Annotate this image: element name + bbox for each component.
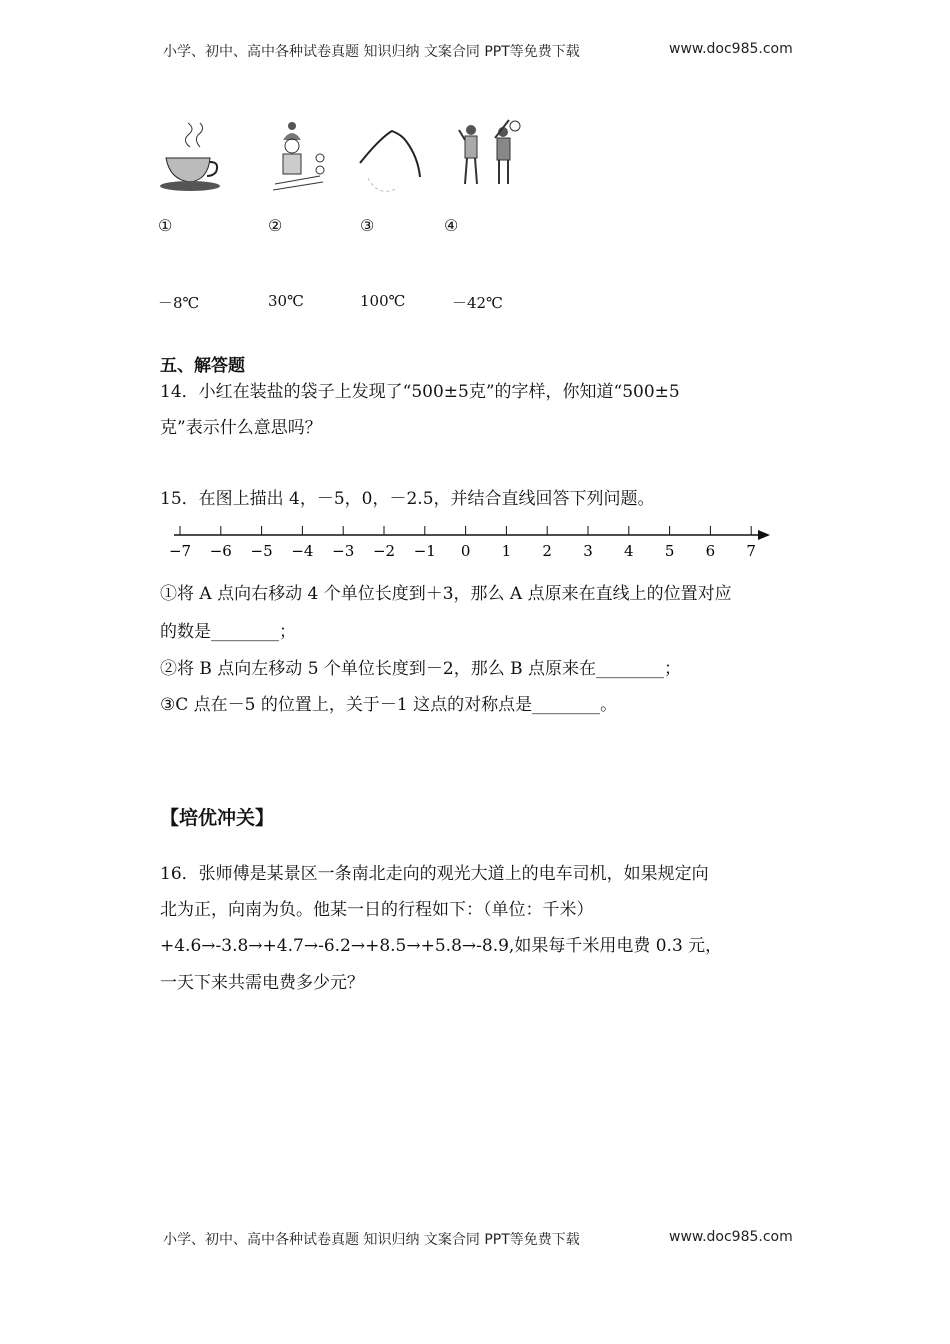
q16-line4: 一天下来共需电费多少元？ — [160, 973, 364, 993]
q14-line1: 14．小红在装盐的袋子上发现了“500±5克”的字样，你知道“500±5 — [160, 382, 680, 402]
q15-sub3: ③C 点在－5 的位置上，关于－1 这点的对称点是________。 — [160, 695, 618, 715]
tick-label: −3 — [332, 542, 355, 560]
q15-sub1-line1: ①将 A 点向右移动 4 个单位长度到＋3，那么 A 点原来在直线上的位置对应 — [160, 584, 732, 604]
penguin-icon — [358, 118, 428, 198]
temp-2: 30℃ — [268, 292, 304, 310]
picture-label-3: ③ — [360, 216, 375, 235]
tick-label: 4 — [624, 542, 634, 560]
tick-label: −1 — [413, 542, 436, 560]
header-url[interactable]: www.doc985.com — [669, 41, 793, 57]
tick-label: −5 — [250, 542, 273, 560]
q14-line2: 克”表示什么意思吗？ — [160, 418, 322, 438]
footer-text: 小学、初中、高中各种试卷真题 知识归纳 文案合同 PPT等免费下载 — [163, 1232, 580, 1248]
arrow-head-icon — [758, 530, 770, 540]
q15-sub2: ②将 B 点向左移动 5 个单位长度到－2，那么 B 点原来在________； — [160, 659, 682, 679]
skier-icon — [265, 118, 335, 198]
people-summer-icon — [455, 118, 525, 198]
tick-label: −4 — [291, 542, 314, 560]
q16-line1: 16．张师傅是某景区一条南北走向的观光大道上的电车司机，如果规定向 — [160, 864, 709, 884]
tick-label: −6 — [209, 542, 232, 560]
temp-4: －42℃ — [452, 294, 503, 312]
temp-3: 100℃ — [360, 292, 406, 310]
picture-label-4: ④ — [444, 216, 459, 235]
picture-label-2: ② — [268, 216, 283, 235]
tick-label: 0 — [460, 542, 471, 560]
tick-label: 5 — [664, 542, 675, 560]
tick-label: 7 — [746, 542, 756, 560]
tick-label: 1 — [501, 542, 512, 560]
header-text: 小学、初中、高中各种试卷真题 知识归纳 文案合同 PPT等免费下载 — [163, 44, 580, 60]
coffee-cup-icon — [158, 118, 228, 198]
footer-url[interactable]: www.doc985.com — [669, 1229, 793, 1245]
q15-sub1-line2: 的数是________； — [160, 622, 296, 642]
tick-label: 2 — [542, 542, 552, 560]
section-peiyou-title: 【培优冲关】 — [160, 807, 275, 829]
number-line — [160, 518, 780, 568]
q16-line2: 北为正，向南为负。他某一日的行程如下：（单位：千米） — [160, 900, 594, 920]
tick-label: 3 — [583, 542, 593, 560]
picture-label-1: ① — [158, 216, 173, 235]
tick-label: −7 — [168, 542, 192, 560]
tick-label: −2 — [372, 542, 396, 560]
tick-label: 6 — [705, 542, 716, 560]
q15-prompt: 15．在图上描出 4，－5，0，－2.5，并结合直线回答下列问题。 — [160, 489, 655, 509]
temp-1: －8℃ — [158, 294, 200, 312]
q16-line3: +4.6→-3.8→+4.7→-6.2→+8.5→+5.8→-8.9,如果每千米用电费 0.3 元， — [160, 936, 723, 956]
section-title: 五、解答题 — [160, 356, 245, 376]
